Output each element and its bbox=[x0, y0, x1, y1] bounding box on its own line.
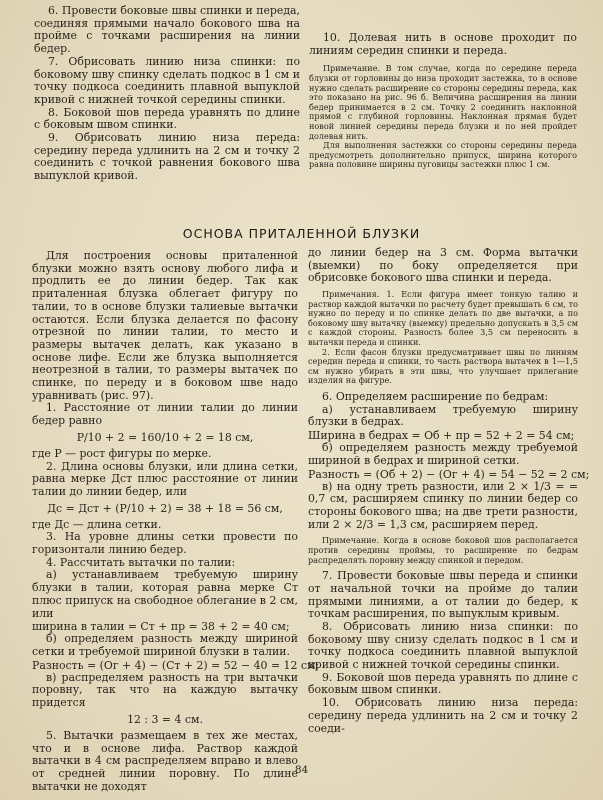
paragraph: 3. На уровне длины сетки провести по горизонтали линию бедер. bbox=[32, 530, 298, 557]
note: Примечания. 1. Если фигура имеет тонкую талию и раствор каждой вытачки по расчету будет превышать 6 см, то нужно по переду и по спинке делать по две вытачки, а по боковому шву вытачку (выемку) предельно допускать в 3,5 см с каждой стороны. Разность более 3,5 см переносить в вытачки переда и спинки. bbox=[308, 289, 578, 348]
note: Для выполнения застежки со стороны середины переда предусмотреть дополнительно припуск, ширина которого равна половине ширины пуговицы застежки плюс 1 см. bbox=[309, 140, 577, 170]
formula: Дс = Дст + (P/10 + 2) = 38 + 18 = 56 см, bbox=[47, 501, 283, 515]
paragraph: 7. Обрисовать линию низа спинки: по боковому шву спинку сделать подкос в 1 см и точку подкоса соединить плавной выпуклой кривой с нижней точкой середины спинки. bbox=[34, 54, 300, 106]
paragraph: 6. Провести боковые швы спинки и переда, соединяя прямыми начало бокового шва на пройме с точками расширения на линии бедер. bbox=[34, 4, 300, 56]
formula: P/10 + 2 = 160/10 + 2 = 18 см, bbox=[76, 430, 254, 444]
paragraph: 9. Обрисовать линию низа переда: середину переда удлинить на 2 см и точку 2 соединить с точкой равнения бокового шва выпуклой кривой. bbox=[34, 131, 300, 183]
paragraph: 5. Вытачки размещаем в тех же местах, что и в основе лифа. Раствор каждой вытачки в 4 см распределяем вправо и влево от средней линии поровну. По длине вытачки не доходят bbox=[32, 728, 298, 793]
note: Примечание. В том случае, когда по середине переда блузки от горловины до низа проходит застежка, то в основе нужно сделать расширение со стороны середины переда, как это показано на рис. 96 б. Величина расширения на линии бедер принимается в 2 см. Точку 2 соединить наклонной прямой с глубиной горловины. Наклонная прямая будет новой линией середины переда блузки и по ней пройдет долевая нить. bbox=[309, 63, 577, 141]
section-title: ОСНОВА ПРИТАЛЕННОЙ БЛУЗКИ bbox=[182, 226, 421, 241]
paragraph: 8. Обрисовать линию низа спинки: по боковому шву снизу сделать подкос в 1 см и точку подкоса соединить плавной выпуклой кривой с нижней точкой середины спинки. bbox=[308, 619, 578, 672]
top-right-column bbox=[309, 32, 577, 170]
paragraph: где P — рост фигуры по мерке. bbox=[32, 446, 212, 460]
paragraph: где Дс — длина сетки. bbox=[32, 517, 162, 531]
right-column bbox=[308, 246, 590, 735]
paragraph: 2. Длина основы блузки, или длина сетки, равна мерке Дст плюс расстояние от линии талии до линии бедер, или bbox=[32, 459, 298, 498]
formula: Ширина в бедрах = Об + пр = 52 + 2 = 54 см; bbox=[308, 429, 575, 443]
formula: Разность = (Ог + 4) − (Ст + 2) = 52 − 40 = 12 см; bbox=[32, 658, 320, 672]
paragraph: 8. Боковой шов переда уравнять по длине с боковым швом спинки. bbox=[34, 105, 300, 132]
formula: Разность = (Об + 2) − (Ог + 4) = 54 − 52 = 2 см; bbox=[308, 467, 590, 481]
paragraph: 4. Рассчитать вытачки по талии: bbox=[46, 555, 236, 569]
formula: ширина в талии = Ст + пр = 38 + 2 = 40 см; bbox=[32, 620, 290, 634]
top-left-column bbox=[34, 5, 300, 183]
note: Примечание. Когда в основе боковой шов располагается против середины проймы, то расширение по бедрам распределять поровну между спинкой и передом. bbox=[308, 535, 578, 565]
page-number: 84 bbox=[294, 764, 309, 776]
paragraph: 7. Провести боковые швы переда и спинки от начальной точки на пройме до талии прямыми линиями, а от талии до бедер, к точкам расширения, по выпуклым кривым. bbox=[308, 569, 578, 621]
paragraph: Для построения основы приталенной блузки можно взять основу любого лифа и продлить ее до линии бедер. Так как приталенная блузка облегает фигуру по талии, то в основе блузки талиевые вытачки остаются. Если блузка делается по фасону отрезной по линии талии, то место и размеры вытачек делать, как указано в основе лифе. Если же блузка выполняется неотрезной в талии, то размеры вытачек по спинке, по переду и в боковом шве надо уравнивать (рис. 97). bbox=[32, 249, 298, 402]
paragraph: а) устанавливаем требуемую ширину блузки в бедрах. bbox=[308, 402, 578, 429]
paragraph: 10. Обрисовать линию низа переда: середину переда удлинить на 2 см и точку 2 соеди- bbox=[308, 696, 578, 735]
paragraph: в) на одну треть разности, или 2 × 1/3 = = 0,7 см, расширяем спинку по линии бедер со стороны бокового шва; на две трети разности, или 2 × 2/3 = 1,3 см, расширяем перед. bbox=[308, 479, 578, 531]
paragraph: 6. Определяем расширение по бедрам: bbox=[322, 390, 549, 404]
paragraph: б) определяем разность между требуемой шириной в бедрах и шириной сетки. bbox=[308, 441, 578, 467]
paragraph: 1. Расстояние от линии талии до линии бедер равно bbox=[32, 401, 298, 428]
paragraph: 9. Боковой шов переда уравнять по длине с боковым швом спинки. bbox=[308, 670, 578, 697]
formula: 12 : 3 = 4 см. bbox=[127, 712, 203, 726]
paragraph: до линии бедер на 3 см. Форма вытачки (выемки) по боку определяется при обрисовке бокового шва спинки и переда. bbox=[308, 246, 578, 285]
note: 2. Если фасон блузки предусматривает швы по линиям середин переда и спинки, то часть раствора вытачек в 1—1,5 см нужно убирать в эти швы, что улучшает прилегание изделия на фигуре. bbox=[308, 346, 578, 386]
paragraph: в) распределяем разность на три вытачки поровну, так что на каждую вытачку придется bbox=[32, 670, 298, 710]
paragraph: а) устанавливаем требуемую ширину блузки в талии, которая равна мерке Ст плюс припуск на свободное облегание в 2 см, или bbox=[32, 568, 298, 620]
paragraph: 10. Долевая нить в основе проходит по линиям середин спинки и переда. bbox=[309, 31, 577, 57]
paragraph: б) определяем разность между шириной сетки и требуемой шириной блузки в талии. bbox=[32, 632, 298, 658]
